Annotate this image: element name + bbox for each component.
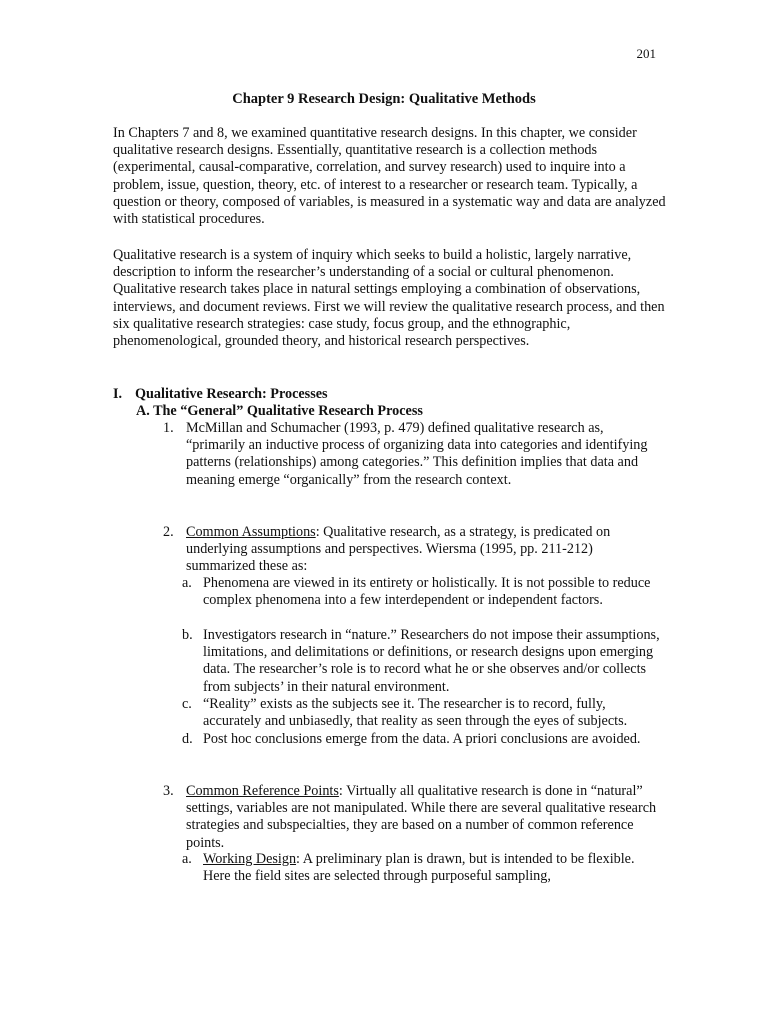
item-number: 1. (163, 420, 174, 436)
item-text: McMillan and Schumacher (1993, p. 479) defined qualitative research as, “primarily an inductive process of organizing data into categories and identifying patterns (relationships) among categories.” This definition implies that data and meaning emerge “organically” from the research context. (186, 420, 648, 488)
sub-item-letter: c. (182, 696, 192, 712)
page-number: 201 (636, 46, 656, 61)
sub-item-text: Investigators research in “nature.” Researchers do not impose their assumptions, limitations, and delimitations or definitions, or research designs upon emerging data. The researcher’s role is to record what he or she observes and/or collects from subjects’ in their natural environment. (203, 627, 660, 695)
subsection-heading: A. The “General” Qualitative Research Process (136, 403, 423, 419)
sub-item-b (182, 627, 662, 696)
item-body (186, 783, 663, 852)
chapter-title: Chapter 9 Research Design: Qualitative Methods (232, 91, 536, 107)
list-item-2 (163, 524, 663, 576)
list-item-1 (163, 420, 663, 489)
item-number: 2. (163, 524, 174, 540)
sub-item-letter: b. (182, 627, 193, 643)
sub-item-a (182, 575, 662, 609)
section-heading (113, 386, 328, 403)
item-term: Common Reference Points (186, 783, 339, 799)
sub-item-letter: a. (182, 575, 192, 591)
sub-item-working-design (182, 851, 662, 885)
item-body (186, 524, 663, 576)
item-number: 3. (163, 783, 174, 799)
sub-item-body (203, 851, 662, 885)
sub-item-letter: a. (182, 851, 192, 867)
list-item-3 (163, 783, 663, 852)
sub-item-term: Working Design (203, 851, 297, 867)
sub-item-d (182, 731, 662, 748)
sub-item-text: Post hoc conclusions emerge from the data. A priori conclusions are avoided. (203, 731, 641, 747)
sub-item-text: “Reality” exists as the subjects see it. The researcher is to record, fully, accurately and unbiasedly, that reality as seen through the eyes of subjects. (203, 696, 628, 730)
sub-item-text: : A preliminary plan is drawn, but is intended to be flexible. Here the field sites are selected through purposeful sampling, (203, 851, 635, 885)
sub-item-text: Phenomena are viewed in its entirety or holistically. It is not possible to reduce complex phenomena into a few interdependent or independent factors. (203, 575, 651, 609)
intro-paragraph: In Chapters 7 and 8, we examined quantitative research designs. In this chapter, we consider qualitative research designs. Essentially, quantitative research is a collection methods (experimental, causal-comparative, correlation, and survey research) used to inquire into a problem, issue, question, theory, etc. of interest to a researcher or research team. Typically, a question or theory, composed of variables, is measured in a systematic way and data are analyzed with statistical procedures. (113, 125, 666, 228)
item-text: : Qualitative research, as a strategy, is predicated on underlying assumptions and perspectives. Wiersma (1995, pp. 211-212) summarized these as: (186, 524, 611, 575)
section-heading-text: Qualitative Research: Processes (135, 386, 328, 402)
sub-item-letter: d. (182, 731, 193, 747)
section-numeral: I. (113, 386, 123, 402)
item-term: Common Assumptions (186, 524, 316, 540)
sub-item-c (182, 696, 662, 730)
item-text: : Virtually all qualitative research is done in “natural” settings, variables are not manipulated. While there are several qualitative research strategies and subspecialties, they are based on a number of common reference points. (186, 783, 657, 851)
second-paragraph: Qualitative research is a system of inquiry which seeks to build a holistic, largely narrative, description to inform the researcher’s understanding of a social or cultural phenomenon. Qualitative research takes place in natural settings employing a combination of observations, interviews, and document reviews. First we will review the qualitative research process, and then six qualitative research strategies: case study, focus group, and the ethnographic, phenomenological, grounded theory, and historical research perspectives. (113, 247, 665, 350)
